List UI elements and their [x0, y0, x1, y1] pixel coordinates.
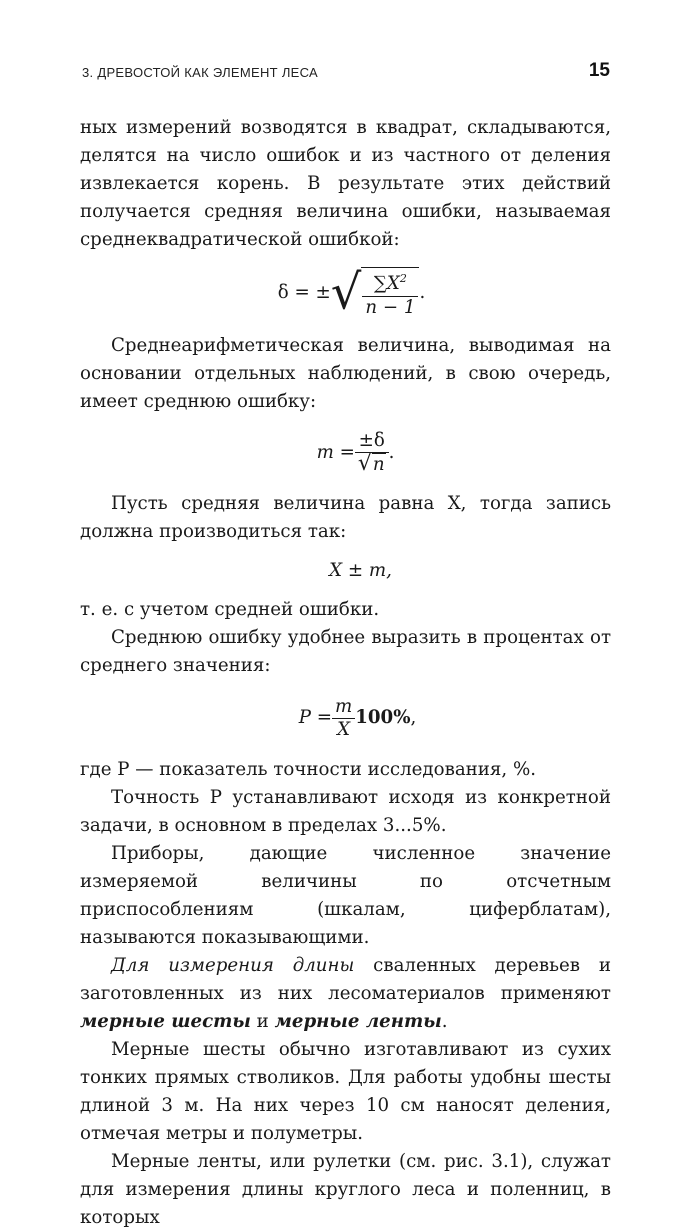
term-measuring-tapes: мерные ленты: [274, 1011, 442, 1032]
paragraph-9-end: .: [441, 1011, 448, 1032]
paragraph-1: ных измерений возводятся в квадрат, складываются, делятся на число ошибок и из частного от деления извлекается корень. В результате этих действий получается средняя величина ошибки, называемая среднеквадратической ошибкой:: [80, 117, 611, 250]
formula-1-exp: 2: [399, 272, 407, 286]
sqrt-small-symbol: √: [357, 451, 372, 476]
formula-1-var: X: [386, 273, 400, 295]
paragraph-2: Среднеарифметическая величина, выводимая на основании отдельных наблюдений, в свою очередь, имеет среднюю ошибку:: [80, 335, 611, 412]
paragraph-9: [80, 952, 611, 1036]
formula-1-numerator: [362, 268, 418, 296]
formula-record: X ± m,: [329, 560, 392, 581]
paragraph-3: Пусть средняя величина равна X, тогда запись должна производиться так:: [80, 493, 611, 542]
formula-4-lhs: P =: [298, 707, 332, 728]
term-measuring-poles: мерные шесты: [80, 1011, 251, 1032]
paragraph-8: Приборы, дающие численное значение измеряемой величины по отсчетным приспособлениям (шкалам, циферблатам), называются показывающими.: [80, 843, 611, 948]
formula-1-root: [330, 265, 420, 321]
formula-2-numerator: ±δ: [355, 430, 389, 453]
formula-4-rhs: 100%: [355, 707, 411, 728]
formula-2-denominator: [355, 453, 389, 476]
paragraph-9-mid: сваленных деревьев и заготовленных из них лесоматериалов применяют: [80, 955, 612, 1004]
paragraph-11: Мерные ленты, или рулетки (см. рис. 3.1), служат для измерения длины круглого леса и поленниц, в которых: [80, 1151, 611, 1228]
paragraph-9-and: и: [250, 1011, 275, 1032]
formula-4-end: ,: [410, 707, 417, 728]
paragraph-5: Среднюю ошибку удобнее выразить в процентах от среднего значения:: [80, 627, 611, 676]
formula-1-denominator: n − 1: [365, 296, 416, 318]
formula-percent: [104, 680, 611, 756]
formula-4-denominator: X: [337, 718, 351, 740]
sqrt-symbol: √: [330, 265, 362, 321]
formula-2-fraction: [355, 430, 389, 476]
formula-1-lhs: δ = ±: [277, 282, 331, 303]
paragraph-10: Мерные шесты обычно изготавливают из сухих тонких прямых стволиков. Для работы удобны шесты длиной 3 м. На них через 10 см наносят деления, отмечая метры и полуметры.: [80, 1039, 611, 1144]
formula-2-den-var: n: [372, 454, 385, 475]
paragraph-6: где P — показатель точности исследования, %.: [80, 759, 537, 780]
formula-4-fraction: [332, 696, 355, 741]
emphasis-length: Для измерения длины: [111, 955, 355, 976]
running-head: 3. ДРЕВОСТОЙ КАК ЭЛЕМЕНТ ЛЕСА: [82, 65, 318, 80]
formula-mean-error: [100, 416, 611, 490]
paragraph-4: т. е. с учетом средней ошибки.: [80, 599, 380, 620]
formula-1-fraction: [361, 267, 419, 318]
sum-symbol: ∑: [373, 273, 387, 295]
formula-4-numerator: m: [332, 696, 355, 719]
formula-1-end: .: [419, 282, 426, 303]
formula-rms-error: [92, 254, 611, 332]
formula-2-lhs: m =: [316, 442, 355, 463]
body-text: [80, 114, 611, 1232]
page-number: 15: [588, 60, 610, 81]
formula-2-end: .: [388, 442, 395, 463]
paragraph-7: Точность P устанавливают исходя из конкретной задачи, в основном в пределах 3...5%.: [80, 787, 611, 836]
